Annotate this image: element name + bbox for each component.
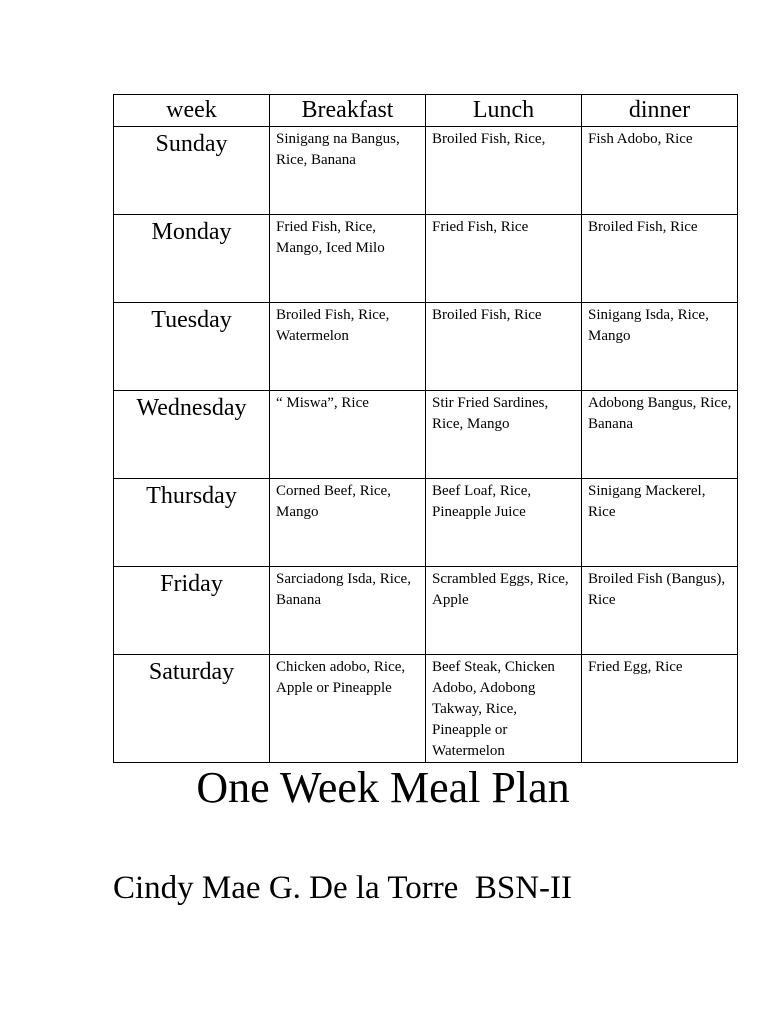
table-row — [114, 391, 738, 479]
document-title — [0, 762, 768, 814]
day-cell: Sunday — [114, 127, 270, 215]
day-cell: Wednesday — [114, 391, 270, 479]
table-header-row — [114, 95, 738, 127]
header-dinner: dinner — [582, 95, 738, 127]
breakfast-cell: Corned Beef, Rice, Mango — [270, 479, 426, 567]
lunch-cell: Fried Fish, Rice — [426, 215, 582, 303]
table-row — [114, 567, 738, 655]
dinner-cell: Adobong Bangus, Rice, Banana — [582, 391, 738, 479]
document-title-text: One Week Meal Plan — [196, 763, 570, 812]
lunch-cell: Beef Steak, Chicken Adobo, Adobong Takway, Rice, Pineapple or Watermelon — [426, 655, 582, 763]
lunch-cell: Scrambled Eggs, Rice, Apple — [426, 567, 582, 655]
meal-plan-table — [113, 94, 738, 763]
lunch-cell: Broiled Fish, Rice, — [426, 127, 582, 215]
header-week: week — [114, 95, 270, 127]
dinner-cell: Fish Adobo, Rice — [582, 127, 738, 215]
lunch-cell: Beef Loaf, Rice, Pineapple Juice — [426, 479, 582, 567]
day-cell: Tuesday — [114, 303, 270, 391]
day-cell: Friday — [114, 567, 270, 655]
breakfast-cell: Chicken adobo, Rice, Apple or Pineapple — [270, 655, 426, 763]
dinner-cell: Broiled Fish (Bangus), Rice — [582, 567, 738, 655]
breakfast-cell: “ Miswa”, Rice — [270, 391, 426, 479]
lunch-cell: Stir Fried Sardines, Rice, Mango — [426, 391, 582, 479]
author-line: Cindy Mae G. De la Torre BSN-II — [113, 870, 572, 906]
table-row — [114, 303, 738, 391]
breakfast-cell: Sinigang na Bangus, Rice, Banana — [270, 127, 426, 215]
dinner-cell: Broiled Fish, Rice — [582, 215, 738, 303]
dinner-cell: Fried Egg, Rice — [582, 655, 738, 763]
breakfast-cell: Fried Fish, Rice, Mango, Iced Milo — [270, 215, 426, 303]
table-row — [114, 215, 738, 303]
table-row — [114, 127, 738, 215]
breakfast-cell: Sarciadong Isda, Rice, Banana — [270, 567, 426, 655]
header-lunch: Lunch — [426, 95, 582, 127]
dinner-cell: Sinigang Isda, Rice, Mango — [582, 303, 738, 391]
day-cell: Monday — [114, 215, 270, 303]
lunch-cell: Broiled Fish, Rice — [426, 303, 582, 391]
dinner-cell: Sinigang Mackerel, Rice — [582, 479, 738, 567]
day-cell: Thursday — [114, 479, 270, 567]
header-breakfast: Breakfast — [270, 95, 426, 127]
day-cell: Saturday — [114, 655, 270, 763]
table-row — [114, 655, 738, 763]
breakfast-cell: Broiled Fish, Rice, Watermelon — [270, 303, 426, 391]
table-row — [114, 479, 738, 567]
